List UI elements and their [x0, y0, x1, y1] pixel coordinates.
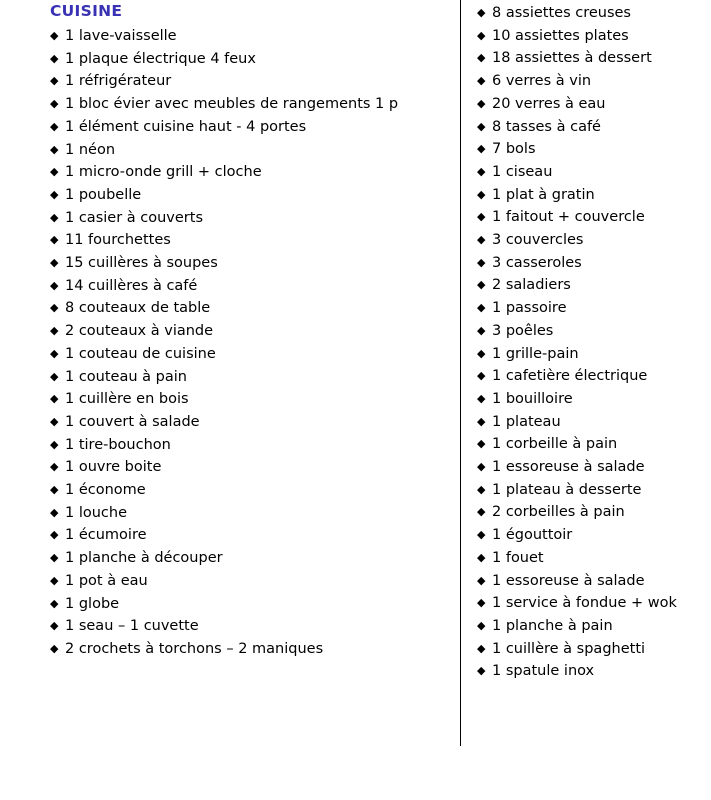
list-item-label: 1 service à fondue + wok: [492, 595, 677, 612]
diamond-bullet-icon: ◆: [477, 460, 486, 474]
diamond-bullet-icon: ◆: [50, 233, 59, 247]
diamond-bullet-icon: ◆: [50, 596, 59, 610]
diamond-bullet-icon: ◆: [50, 165, 59, 179]
list-item-label: 1 fouet: [492, 549, 544, 566]
list-item-label: 1 cuillère à spaghetti: [492, 640, 646, 657]
list-item: [477, 570, 711, 593]
list-item: [477, 501, 711, 524]
list-item: [50, 139, 460, 162]
list-item-label: 1 couteau de cuisine: [65, 345, 216, 362]
list-item: [477, 206, 711, 229]
list-item: [50, 25, 460, 48]
diamond-bullet-icon: ◆: [50, 528, 59, 542]
list-item: [50, 502, 460, 525]
diamond-bullet-icon: ◆: [50, 187, 59, 201]
list-item: [50, 570, 460, 593]
diamond-bullet-icon: ◆: [50, 369, 59, 383]
diamond-bullet-icon: ◆: [50, 256, 59, 270]
inventory-list-right: [477, 2, 711, 683]
list-item: [50, 388, 460, 411]
diamond-bullet-icon: ◆: [50, 142, 59, 156]
list-item: [477, 524, 711, 547]
diamond-bullet-icon: ◆: [477, 28, 486, 42]
list-item-label: 1 faitout + couvercle: [492, 209, 645, 226]
list-item: [477, 343, 711, 366]
diamond-bullet-icon: ◆: [50, 437, 59, 451]
diamond-bullet-icon: ◆: [477, 573, 486, 587]
diamond-bullet-icon: ◆: [50, 641, 59, 655]
diamond-bullet-icon: ◆: [50, 573, 59, 587]
diamond-bullet-icon: ◆: [477, 278, 486, 292]
list-item: [477, 138, 711, 161]
list-item-label: 20 verres à eau: [492, 95, 606, 112]
list-item: [50, 70, 460, 93]
list-item-label: 1 tire-bouchon: [65, 436, 171, 453]
diamond-bullet-icon: ◆: [477, 6, 486, 19]
list-item-label: 1 globe: [65, 595, 120, 612]
page-title: CUISINE: [50, 2, 123, 20]
list-item: [50, 343, 460, 366]
list-item: [50, 456, 460, 479]
diamond-bullet-icon: ◆: [477, 369, 486, 383]
diamond-bullet-icon: ◆: [50, 74, 59, 88]
diamond-bullet-icon: ◆: [477, 119, 486, 133]
list-item-label: 1 plateau à desserte: [492, 481, 642, 498]
diamond-bullet-icon: ◆: [50, 392, 59, 406]
list-item: [50, 411, 460, 434]
list-item-label: 1 ciseau: [492, 163, 553, 180]
list-item: [477, 229, 711, 252]
list-item: [477, 70, 711, 93]
list-item: [477, 592, 711, 615]
list-item-label: 1 égouttoir: [492, 527, 573, 544]
list-item-label: 14 cuillères à café: [65, 277, 198, 294]
list-item-label: 1 plat à gratin: [492, 186, 595, 203]
diamond-bullet-icon: ◆: [50, 97, 59, 111]
list-item: [477, 479, 711, 502]
list-item: [477, 456, 711, 479]
list-item: [50, 638, 460, 661]
list-item-label: 1 néon: [65, 141, 116, 158]
list-item: [477, 433, 711, 456]
list-item: [50, 207, 460, 230]
list-item-label: 1 corbeille à pain: [492, 436, 618, 453]
list-item: [50, 48, 460, 71]
list-item-label: 1 passoire: [492, 300, 567, 317]
diamond-bullet-icon: ◆: [477, 346, 486, 360]
diamond-bullet-icon: ◆: [477, 255, 486, 269]
list-item-label: 11 fourchettes: [65, 232, 171, 249]
diamond-bullet-icon: ◆: [477, 164, 486, 178]
list-item-label: 1 cuillère en bois: [65, 391, 189, 408]
list-item: [477, 365, 711, 388]
diamond-bullet-icon: ◆: [50, 460, 59, 474]
list-item-label: 8 assiettes creuses: [492, 5, 631, 21]
diamond-bullet-icon: ◆: [477, 51, 486, 65]
list-item: [477, 25, 711, 48]
list-item-label: 1 couteau à pain: [65, 368, 187, 385]
diamond-bullet-icon: ◆: [477, 301, 486, 315]
list-item: [477, 660, 711, 683]
diamond-bullet-icon: ◆: [477, 233, 486, 247]
list-item: [50, 615, 460, 638]
diamond-bullet-icon: ◆: [50, 29, 59, 42]
list-item-label: 1 casier à couverts: [65, 209, 203, 226]
right-column: [461, 0, 711, 683]
list-item: [477, 615, 711, 638]
diamond-bullet-icon: ◆: [477, 618, 486, 632]
list-item: [477, 2, 711, 25]
diamond-bullet-icon: ◆: [50, 210, 59, 224]
list-item-label: 1 planche à pain: [492, 617, 613, 634]
diamond-bullet-icon: ◆: [50, 619, 59, 633]
list-item: [50, 320, 460, 343]
diamond-bullet-icon: ◆: [477, 505, 486, 519]
diamond-bullet-icon: ◆: [477, 210, 486, 224]
list-item-label: 1 poubelle: [65, 186, 142, 203]
diamond-bullet-icon: ◆: [477, 596, 486, 610]
list-item-label: 1 essoreuse à salade: [492, 459, 645, 476]
list-item: [477, 161, 711, 184]
list-item: [477, 116, 711, 139]
list-item: [50, 161, 460, 184]
list-item: [50, 116, 460, 139]
list-item: [50, 434, 460, 457]
diamond-bullet-icon: ◆: [50, 278, 59, 292]
list-item-label: 8 tasses à café: [492, 118, 601, 135]
diamond-bullet-icon: ◆: [50, 301, 59, 315]
inventory-list-left: [50, 25, 460, 661]
list-item-label: 1 pot à eau: [65, 572, 148, 589]
list-item-label: 1 lave-vaisselle: [65, 28, 177, 44]
list-item: [477, 411, 711, 434]
diamond-bullet-icon: ◆: [477, 664, 486, 678]
list-item: [50, 547, 460, 570]
list-item-label: 15 cuillères à soupes: [65, 255, 218, 272]
list-item: [477, 638, 711, 661]
list-item-label: 1 économe: [65, 482, 146, 499]
list-item: [50, 479, 460, 502]
diamond-bullet-icon: ◆: [477, 323, 486, 337]
diamond-bullet-icon: ◆: [50, 51, 59, 65]
list-item-label: 1 plateau: [492, 413, 561, 430]
diamond-bullet-icon: ◆: [477, 437, 486, 451]
list-item-label: 1 planche à découper: [65, 550, 223, 567]
list-item: [477, 184, 711, 207]
list-item-label: 2 saladiers: [492, 277, 571, 294]
list-item-label: 8 couteaux de table: [65, 300, 211, 317]
list-item: [477, 547, 711, 570]
list-item: [477, 93, 711, 116]
list-item: [477, 297, 711, 320]
list-item-label: 1 plaque électrique 4 feux: [65, 50, 256, 67]
list-item: [477, 320, 711, 343]
list-item-label: 2 couteaux à viande: [65, 323, 214, 340]
list-item: [477, 252, 711, 275]
list-item: [50, 366, 460, 389]
list-item: [477, 274, 711, 297]
list-item-label: 3 casseroles: [492, 254, 582, 271]
list-item: [477, 47, 711, 70]
list-item-label: 18 assiettes à dessert: [492, 50, 652, 67]
diamond-bullet-icon: ◆: [477, 641, 486, 655]
diamond-bullet-icon: ◆: [477, 414, 486, 428]
list-item-label: 3 poêles: [492, 322, 554, 339]
list-item-label: 1 grille-pain: [492, 345, 579, 362]
list-item-label: 3 couvercles: [492, 232, 584, 249]
list-item-label: 1 bouilloire: [492, 390, 573, 407]
list-item: [50, 252, 460, 275]
diamond-bullet-icon: ◆: [477, 96, 486, 110]
list-item: [50, 93, 460, 116]
list-item: [50, 184, 460, 207]
list-item: [50, 297, 460, 320]
diamond-bullet-icon: ◆: [50, 483, 59, 497]
list-item-label: 1 écumoire: [65, 527, 147, 544]
list-item-label: 1 micro-onde grill + cloche: [65, 164, 262, 181]
diamond-bullet-icon: ◆: [50, 414, 59, 428]
list-item-label: 1 seau – 1 cuvette: [65, 618, 199, 635]
list-item-label: 1 essoreuse à salade: [492, 572, 645, 589]
list-item-label: 1 spatule inox: [492, 663, 595, 680]
list-item: [50, 229, 460, 252]
list-item-label: 2 corbeilles à pain: [492, 504, 625, 521]
list-item-label: 1 couvert à salade: [65, 413, 200, 430]
diamond-bullet-icon: ◆: [50, 119, 59, 133]
list-item-label: 6 verres à vin: [492, 73, 592, 90]
list-item-label: 7 bols: [492, 141, 536, 158]
list-item-label: 1 ouvre boite: [65, 459, 162, 476]
diamond-bullet-icon: ◆: [477, 74, 486, 88]
list-item: [50, 524, 460, 547]
list-item-label: 1 cafetière électrique: [492, 368, 648, 385]
list-item: [50, 275, 460, 298]
diamond-bullet-icon: ◆: [477, 142, 486, 156]
list-item-label: 1 bloc évier avec meubles de rangements 1 p: [65, 96, 399, 113]
diamond-bullet-icon: ◆: [477, 187, 486, 201]
diamond-bullet-icon: ◆: [50, 324, 59, 338]
list-item: [477, 388, 711, 411]
diamond-bullet-icon: ◆: [477, 482, 486, 496]
diamond-bullet-icon: ◆: [50, 346, 59, 360]
diamond-bullet-icon: ◆: [477, 550, 486, 564]
list-item: [50, 593, 460, 616]
list-item-label: 10 assiettes plates: [492, 27, 629, 44]
list-item-label: 1 élément cuisine haut - 4 portes: [65, 118, 307, 135]
diamond-bullet-icon: ◆: [477, 391, 486, 405]
diamond-bullet-icon: ◆: [50, 551, 59, 565]
list-item-label: 1 louche: [65, 504, 128, 521]
list-item-label: 2 crochets à torchons – 2 maniques: [65, 640, 324, 657]
diamond-bullet-icon: ◆: [477, 528, 486, 542]
diamond-bullet-icon: ◆: [50, 505, 59, 519]
list-item-label: 1 réfrigérateur: [65, 73, 172, 90]
